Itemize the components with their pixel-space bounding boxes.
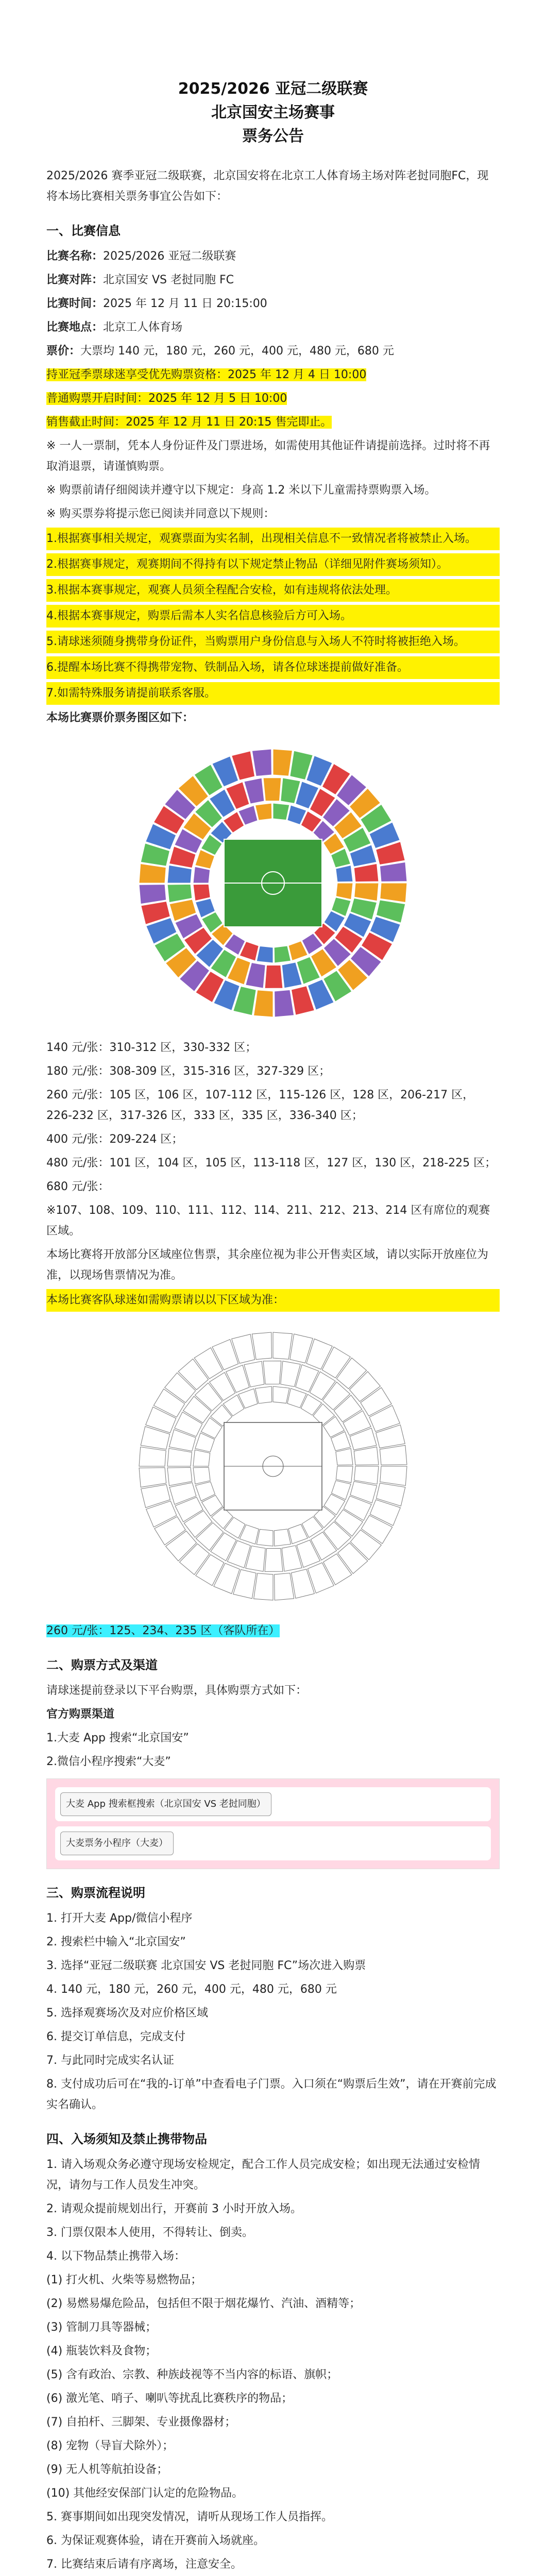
note-0: ※ 一人一票制，凭本人身份证件及门票进场，如需使用其他证件请提前选择。过时将不再取消退票，请谨慎购票。	[46, 439, 490, 473]
seat-section	[273, 1386, 289, 1403]
price-row	[46, 341, 500, 362]
forbidden-3: (4) 瓶装饮料及食物；	[46, 2345, 157, 2358]
stadium-seat-map-outline	[46, 1322, 500, 1611]
seat-section	[274, 1529, 291, 1546]
price-item-3: 400 元/张：209-224 区；	[46, 1133, 183, 1146]
forbidden-8: (9) 无人机等航拍设备；	[46, 2463, 168, 2476]
seat-section	[263, 1361, 281, 1384]
channel-1: 2.微信小程序搜索“大麦”	[46, 1755, 171, 1768]
seat-section	[273, 1332, 292, 1359]
s4-extra-0: 5. 赛事期间如出现突发情况，请听从现场工作人员指挥。	[46, 2511, 333, 2523]
price-item-6: ※107、108、109、110、111、112、114、211、212、213、214 区有席位的观赛区域。	[46, 1204, 490, 1238]
step-0: 1. 打开大麦 App/微信小程序	[46, 1912, 193, 1925]
price-item-4: 480 元/张：101 区，104 区，105 区，113-118 区，127 区，130 区，218-225 区；	[46, 1157, 497, 1170]
intro-section	[46, 166, 500, 2576]
label: 比赛地点：	[46, 321, 104, 334]
title-line-2: 北京国安主场赛事	[211, 104, 335, 122]
seat-section	[257, 946, 273, 963]
price-item-5: 680 元/张：	[46, 1180, 110, 1193]
forbidden-9: (10) 其他经安保部门认定的危险物品。	[46, 2487, 244, 2500]
section4-heading: 四、入场须知及禁止携带物品	[46, 2132, 207, 2146]
app-preview-box	[46, 1778, 500, 1869]
public-sale-row	[46, 388, 500, 409]
seat-section	[380, 883, 407, 902]
seat-section	[139, 1447, 166, 1466]
forbidden-2: (3) 管制刀具等器械；	[46, 2321, 157, 2334]
s4-para-3: 4. 以下物品禁止携带入场：	[46, 2250, 185, 2263]
value: 大票均 140 元，180 元，260 元，400 元，480 元，680 元	[80, 345, 394, 358]
app-preview-row-2	[55, 1826, 491, 1860]
away-section-row	[46, 1621, 500, 1641]
seat-section	[263, 778, 281, 801]
price-item-1: 180 元/张：308-309 区，315-316 区，327-329 区；	[46, 1065, 331, 1078]
section2-intro: 请球迷提前登录以下平台购票，具体购票方式如下：	[46, 1684, 308, 1697]
price-item-0: 140 元/张：310-312 区，330-332 区；	[46, 1041, 257, 1054]
title-line-1: 2025/2026 亚冠二级联赛	[178, 80, 368, 98]
seat-section	[139, 864, 166, 883]
price-list	[46, 1038, 500, 1312]
forbidden-5: (6) 激光笔、哨子、喇叭等扰乱比赛秩序的物品；	[46, 2392, 293, 2405]
stadium-outline-svg	[129, 1322, 417, 1611]
app-search-button[interactable]: 大麦 App 搜索框搜索（北京国安 VS 老挝同胞）	[60, 1792, 271, 1816]
channels-title: 官方购票渠道	[46, 1708, 115, 1721]
note-3: 1.根据赛事相关规定，观赛票面为实名制，出现相关信息不一致情况者将被禁止入场。	[46, 528, 500, 550]
note-1: ※ 购票前请仔细阅读并遵守以下规定：身高 1.2 米以下儿童需持票购票入场。	[46, 484, 436, 497]
label: 票价：	[46, 345, 81, 358]
price-item-7: 本场比赛将开放部分区域座位售票，其余座位视为非公开售卖区域，请以实际开放座位为准，以现场售票情况为准。	[46, 1248, 489, 1282]
seat-section	[336, 1466, 353, 1483]
title-block	[46, 77, 500, 148]
stadium-seat-map-colored	[46, 739, 500, 1027]
mini-program-button[interactable]: 大麦票务小程序（大麦）	[60, 1832, 174, 1855]
app-preview-row-1	[55, 1787, 491, 1821]
step-1: 2. 搜索栏中输入“北京国安”	[46, 1936, 186, 1948]
step-4: 5. 选择观赛场次及对应价格区域	[46, 2007, 208, 2020]
forbidden-6: (7) 自拍杆、三脚架、专业摄像器材；	[46, 2416, 236, 2429]
s4-extra-1: 6. 为保证观赛体验，请在开赛前入场就座。	[46, 2534, 265, 2547]
value: 北京工人体育场	[103, 321, 183, 334]
step-3: 4. 140 元，180 元，260 元，400 元，480 元，680 元	[46, 1983, 337, 1996]
seat-section	[354, 1466, 379, 1484]
s4-para-0: 1. 请入场观众务必遵守现场安检规定，配合工作人员完成安检；如出现无法通过安检情况，请勿与工作人员发生冲突。	[46, 2158, 480, 2192]
seat-section	[380, 1466, 407, 1485]
step-5: 6. 提交订单信息，完成支付	[46, 2030, 185, 2043]
section3-heading: 三、购票流程说明	[46, 1886, 145, 1900]
step-2: 3. 选择“亚冠二级联赛 北京国安 VS 老挝同胞 FC”场次进入购票	[46, 1959, 366, 1972]
deadline-row	[46, 412, 500, 433]
intro-text: 2025/2026 赛季亚冠二级联赛，北京国安将在北京工人体育场主场对阵老挝同胞FC，现将本场比赛相关票务事宜公告如下：	[46, 170, 489, 203]
seat-section	[257, 1529, 273, 1546]
seat-section	[273, 749, 292, 776]
seat-section	[255, 1386, 272, 1403]
seat-section	[336, 883, 353, 900]
match-name-row	[46, 246, 500, 267]
seat-section	[380, 1445, 407, 1465]
forbidden-7: (8) 宠物（导盲犬除外）；	[46, 2439, 174, 2452]
s4-extra-2: 7. 比赛结束后请有序离场，注意安全。	[46, 2558, 242, 2571]
seat-section	[139, 1468, 166, 1487]
step-7: 8. 支付成功后可在“我的-订单”中查看电子门票。入口须在“购票后生效”，请在开赛前完成实名确认。	[46, 2078, 497, 2111]
label: 比赛对阵：	[46, 274, 104, 286]
public-sale-text: 普通购票开启时间：2025 年 12 月 5 日 10:00	[46, 392, 287, 405]
price-item-8: 本场比赛客队球迷如需购票请以以下区域为准：	[46, 1289, 500, 1312]
section2-heading: 二、购票方式及渠道	[46, 1658, 158, 1672]
seat-section	[167, 1448, 192, 1466]
note-9: 7.如需特殊服务请提前联系客服。	[46, 682, 500, 705]
label: 比赛时间：	[46, 297, 104, 310]
seat-section	[254, 1573, 273, 1600]
match-time-row	[46, 294, 500, 314]
note-4: 2.根据赛事规定，观赛期间不得持有以下规定禁止物品（详细见附件赛场须知）。	[46, 553, 500, 576]
seat-section	[354, 1447, 379, 1465]
title-line-3: 票务公告	[242, 127, 304, 145]
step-6: 7. 与此同时完成实名认证	[46, 2054, 174, 2067]
seat-section	[252, 1332, 271, 1360]
seat-section	[265, 1548, 283, 1571]
s4-para-1: 2. 请观众提前规划出行，开赛前 3 小时开放入场。	[46, 2202, 302, 2215]
note-6: 4.根据本赛事规定，购票后需本人实名信息核验后方可入场。	[46, 605, 500, 628]
seat-section	[254, 990, 273, 1017]
forbidden-0: (1) 打火机、火柴等易燃物品；	[46, 2274, 202, 2286]
seat-section	[193, 1450, 210, 1466]
value: 2025/2026 亚冠二级联赛	[103, 250, 236, 263]
seat-section	[193, 1467, 210, 1484]
stadium-map-svg	[129, 739, 417, 1027]
seat-section	[336, 1449, 353, 1465]
label: 比赛名称：	[46, 250, 104, 263]
note-5: 3.根据本赛事规定，观赛人员须全程配合安检，如有违规将依法处理。	[46, 579, 500, 602]
match-teams-row	[46, 270, 500, 291]
price-item-2: 260 元/张：105 区，106 区，107-112 区，115-126 区，128 区，206-217 区，226-232 区，317-326 区，333 区，335 区，336-340 区；	[46, 1089, 474, 1122]
seat-section	[273, 803, 289, 820]
seat-section	[265, 965, 283, 988]
note-2: ※ 购买票券将提示您已阅读并同意以下规则：	[46, 507, 275, 520]
channel-0: 1.大麦 App 搜索“北京国安”	[46, 1732, 189, 1744]
seat-section	[167, 1467, 192, 1485]
presale-row	[46, 365, 500, 385]
away-section-text: 260 元/张：125、234、235 区（客队所在）	[46, 1624, 280, 1637]
deadline-text: 销售截止时间：2025 年 12 月 11 日 20:15 售完即止。	[46, 416, 332, 429]
value: 北京国安 VS 老挝同胞 FC	[103, 274, 234, 286]
seat-map-heading: 本场比赛票价票务图区如下：	[46, 711, 194, 724]
seat-section	[193, 867, 210, 883]
seat-section	[275, 1573, 294, 1600]
section1-heading: 一、比赛信息	[46, 224, 121, 238]
note-8: 6.提醒本场比赛不得携带宠物、铁制品入场，请各位球迷提前做好准备。	[46, 656, 500, 679]
forbidden-4: (5) 含有政治、宗教、种族歧视等不当内容的标语、旗帜；	[46, 2368, 338, 2381]
forbidden-1: (2) 易燃易爆危险品，包括但不限于烟花爆竹、汽油、酒精等；	[46, 2297, 361, 2310]
match-venue-row	[46, 317, 500, 338]
value: 2025 年 12 月 11 日 20:15:00	[103, 297, 267, 310]
s4-para-2: 3. 门票仅限本人使用，不得转让、倒卖。	[46, 2226, 253, 2239]
note-7: 5.请球迷须随身携带身份证件，当购票用户身份信息与入场人不符时将被拒绝入场。	[46, 631, 500, 653]
presale-text: 持亚冠季票球迷享受优先购票资格：2025 年 12 月 4 日 10:00	[46, 368, 367, 381]
